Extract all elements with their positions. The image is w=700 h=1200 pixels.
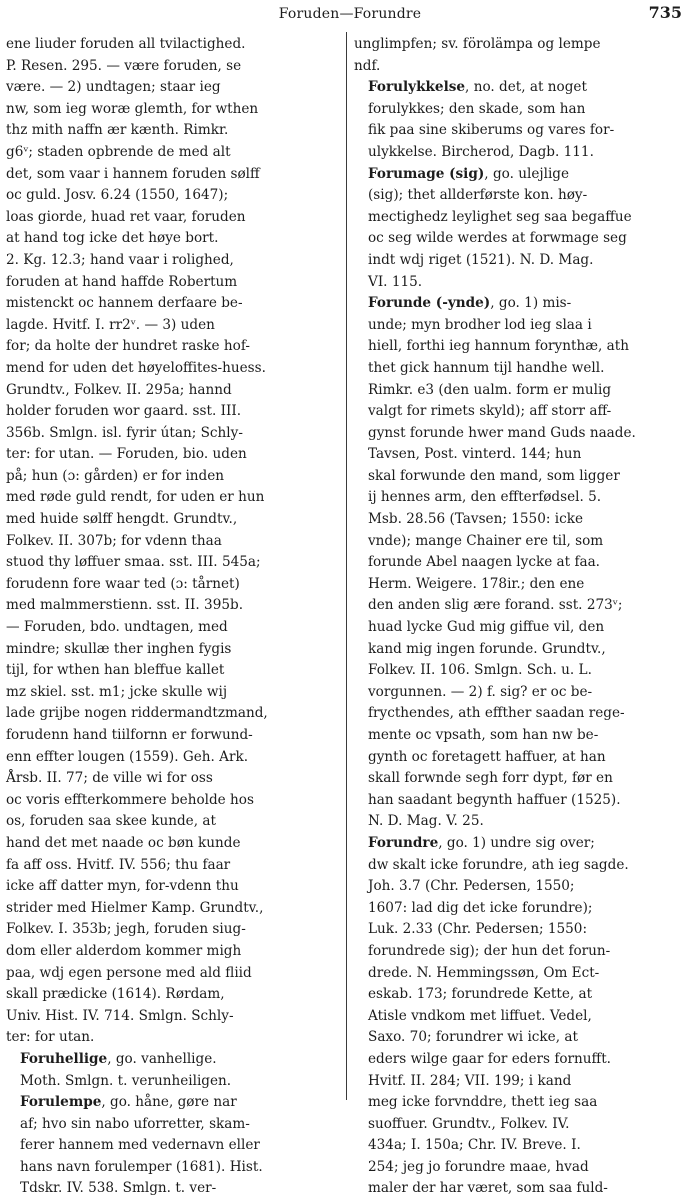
text-line: oc voris effterkommere beholde hos <box>6 791 254 808</box>
text-line: 1607: lad dig det icke forundre); <box>368 899 593 916</box>
text-line: dom eller alderdom kommer migh <box>6 942 242 959</box>
text-line: drede. N. Hemmingssøn, Om Ect- <box>368 964 600 981</box>
text-line: Folkev. II. 106. Smlgn. Sch. u. L. <box>368 662 592 679</box>
dictionary-entry <box>354 293 694 833</box>
text-line: Foruhellige, go. vanhellige. <box>20 1050 217 1067</box>
text-line: Folkev. I. 353b; jegh, foruden siug- <box>6 921 246 938</box>
text-line: (sig); thet allderførste kon. høy- <box>368 187 588 204</box>
text-line: fik paa sine skiberums og vares for- <box>368 122 615 139</box>
text-line: ulykkelse. Bircherod, Dagb. 111. <box>368 143 594 160</box>
text-line: Saxo. 70; forundrer wi icke, at <box>368 1029 578 1046</box>
headword: Forulykkelse <box>368 79 466 96</box>
text-line: på; hun (ɔ: gården) er for inden <box>6 467 225 484</box>
text-line: icke aff datter myn, for-vdenn thu <box>6 878 239 895</box>
text-line: Forulykkelse, no. det, at noget <box>368 79 587 96</box>
text-line: unde; myn brodher lod ieg slaa i <box>368 316 592 333</box>
text-line: 2. Kg. 12.3; hand vaar i rolighed, <box>6 251 234 268</box>
text-line: vnde); mange Chainer ere til, som <box>368 532 604 549</box>
text-line: Herm. Weigere. 178ir.; den ene <box>368 575 585 592</box>
dictionary-entry <box>6 1092 336 1200</box>
headword: Forunde (-ynde) <box>368 295 491 312</box>
text-line: med røde guld rendt, for uden er hun <box>6 489 265 506</box>
text-line: Grundtv., Folkev. II. 295a; hannd <box>6 381 232 398</box>
text-line: frycthendes, ath effther saadan rege- <box>368 705 625 722</box>
text-line: hiell, forthi ieg hannum forynthæ, ath <box>368 338 629 355</box>
text-line: indt wdj riget (1521). N. D. Mag. <box>368 251 594 268</box>
text-line: forudenn hand tiilfornn er forwund- <box>6 727 253 743</box>
text-line: valgt for rimets skyld); aff storr aff- <box>368 403 612 420</box>
text-line: at hand tog icke det høye bort. <box>6 230 219 247</box>
text-line: holder foruden wor gaard. sst. III. <box>6 403 242 420</box>
text-line: gynst forunde hwer mand Guds naade. <box>368 424 636 441</box>
text-line: enn effter lougen (1559). Geh. Ark. <box>6 748 249 765</box>
running-head: Foruden—Forundre <box>278 6 422 22</box>
text-line: kand mig ingen forunde. Grundtv., <box>368 640 606 657</box>
text-line: skal forwunde den mand, som ligger <box>368 467 620 484</box>
text-line: os, foruden saa skee kunde, at <box>6 813 216 830</box>
text-line: Forunde (-ynde), go. 1) mis- <box>368 295 572 312</box>
text-line: mectighedz leylighet seg saa begaffue <box>368 208 632 225</box>
text-line: fa aff oss. Hvitf. IV. 556; thu faar <box>6 856 231 873</box>
text-line: meg icke forvnddre, thett ieg saa <box>368 1094 598 1111</box>
text-line: mindre; skullæ ther inghen fygis <box>6 640 232 657</box>
text-line: hand det met naade oc bøn kunde <box>6 834 241 851</box>
text-line: han saadant begynth haffuer (1525). <box>368 791 621 808</box>
headword: Forundre <box>368 834 439 851</box>
dictionary-entry <box>354 77 694 163</box>
text-line: forundrede sig); der hun det forun- <box>368 942 611 959</box>
text-line: VI. 115. <box>368 273 423 290</box>
text-line: Univ. Hist. IV. 714. Smlgn. Schly- <box>6 1007 234 1024</box>
text-line: mend for uden det høyeloffites-huess. <box>6 359 266 376</box>
text-line: suoffuer. Grundtv., Folkev. IV. <box>368 1115 570 1132</box>
text-line: — Foruden, bdo. undtagen, med <box>6 619 228 636</box>
text-line: hans navn forulemper (1681). Hist. <box>20 1158 263 1175</box>
text-line: 356b. Smlgn. isl. fyrir útan; Schly- <box>6 424 243 441</box>
text-line: Joh. 3.7 (Chr. Pedersen, 1550; <box>368 878 575 895</box>
text-line: thz mith naffn ær kænth. Rimkr. <box>6 122 229 139</box>
entry-continuation <box>6 34 336 1049</box>
text-line: dw skalt icke forundre, ath ieg sagde. <box>368 856 629 873</box>
text-line: paa, wdj egen persone med ald fliid <box>6 964 252 981</box>
text-line: Tdskr. IV. 538. Smlgn. t. ver- <box>20 1180 217 1197</box>
text-line: Hvitf. II. 284; VII. 199; i kand <box>368 1072 572 1089</box>
text-line: oc guld. Josv. 6.24 (1550, 1647); <box>6 187 229 204</box>
dictionary-entry <box>6 1049 336 1092</box>
text-line: mistenckt oc hannem derfaare be- <box>6 295 243 312</box>
text-line: lade grijbe nogen riddermandtzmand, <box>6 705 268 722</box>
headword: Foruhellige <box>20 1050 108 1067</box>
text-line: mz skiel. sst. m1; jcke skulle wij <box>6 683 228 700</box>
text-line: N. D. Mag. V. 25. <box>368 813 484 830</box>
entry-continuation <box>354 34 694 77</box>
right-column <box>354 34 694 1197</box>
text-line: skall prædicke (1614). Rørdam, <box>6 986 225 1003</box>
text-line: ter: for utan. <box>6 1029 95 1046</box>
text-line: ij hennes arm, den effterfødsel. 5. <box>368 489 602 506</box>
text-line: ter: for utan. — Foruden, bio. uden <box>6 446 247 463</box>
dictionary-entry <box>354 833 694 1200</box>
text-line: foruden at hand haffde Robertum <box>6 273 238 290</box>
text-line: gynth oc foretagett haffuer, at han <box>368 748 606 765</box>
text-line: den anden slig ære forand. sst. 273ᵛ; <box>368 597 623 614</box>
text-line: ene liuder foruden all tvilactighed. <box>6 36 246 52</box>
text-line: forunde Abel naagen lycke at faa. <box>368 554 601 571</box>
text-line: oc seg wilde werdes at forwmage seg <box>368 230 627 247</box>
text-line: for; da holte der hundret raske hof- <box>6 338 250 355</box>
text-line: strider med Hielmer Kamp. Grundtv., <box>6 899 264 916</box>
text-line: Tavsen, Post. vinterd. 144; hun <box>368 446 582 463</box>
left-column <box>6 34 336 1197</box>
text-line: det, som vaar i hannem foruden sølff <box>6 165 260 182</box>
text-line: med huide sølff hengdt. Grundtv., <box>6 511 238 528</box>
text-line: 434a; I. 150a; Chr. IV. Breve. I. <box>368 1137 581 1154</box>
text-line: P. Resen. 295. — være foruden, se <box>6 57 242 74</box>
dictionary-entry <box>354 164 694 294</box>
text-line: lagde. Hvitf. I. rr2ᵛ. — 3) uden <box>6 316 215 333</box>
text-line: Moth. Smlgn. t. verunheiligen. <box>20 1072 232 1089</box>
text-line: maler der har været, som saa fuld- <box>368 1180 608 1197</box>
text-line: ferer hannem med vedernavn eller <box>20 1137 260 1154</box>
text-line: tijl, for wthen han bleffue kallet <box>6 662 225 679</box>
text-line: loas giorde, huad ret vaar, foruden <box>6 208 246 225</box>
text-line: Årsb. II. 77; de ville wi for oss <box>6 770 213 787</box>
text-line: eders wilge gaar for eders fornufft. <box>368 1050 612 1067</box>
headword: Forumage (sig) <box>368 165 485 182</box>
column-divider <box>346 32 347 1100</box>
page-number: 735 <box>648 3 682 22</box>
text-line: Atisle vndkom met liffuet. Vedel, <box>368 1007 592 1024</box>
text-line: Folkev. II. 307b; for vdenn thaa <box>6 532 222 549</box>
text-line: g6ᵛ; staden opbrende de med alt <box>6 143 231 160</box>
text-line: forulykkes; den skade, som han <box>368 100 586 117</box>
text-line: 254; jeg jo forundre maae, hvad <box>368 1158 589 1175</box>
text-line: nw, som ieg woræ glemth, for wthen <box>6 100 259 117</box>
text-line: skall forwnde segh forr dypt, før en <box>368 770 613 787</box>
text-line: huad lycke Gud mig giffue vil, den <box>368 619 605 636</box>
text-line: unglimpfen; sv. förolämpa og lempe <box>354 36 601 52</box>
text-line: thet gick hannum tijl handhe well. <box>368 359 605 376</box>
text-line: med malmmerstienn. sst. II. 395b. <box>6 597 244 614</box>
text-line: Forundre, go. 1) undre sig over; <box>368 834 595 851</box>
text-line: Luk. 2.33 (Chr. Pedersen; 1550: <box>368 921 588 938</box>
text-line: Msb. 28.56 (Tavsen; 1550: icke <box>368 511 583 528</box>
text-line: stuod thy løffuer smaa. sst. III. 545a; <box>6 554 261 571</box>
text-line: mente oc vpsath, som han nw be- <box>368 727 599 743</box>
text-line: Forumage (sig), go. ulejlige <box>368 165 570 182</box>
text-line: forudenn fore waar ted (ɔ: tårnet) <box>6 575 240 592</box>
text-line: af; hvo sin nabo uforretter, skam- <box>20 1115 250 1132</box>
text-line: være. — 2) undtagen; staar ieg <box>6 79 221 96</box>
text-line: vorgunnen. — 2) f. sig? er oc be- <box>368 683 593 700</box>
text-line: Forulempe, go. håne, gøre nar <box>20 1094 237 1111</box>
text-line: Rimkr. e3 (den ualm. form er mulig <box>368 381 612 398</box>
text-line: eskab. 173; forundrede Kette, at <box>368 986 593 1003</box>
headword: Forulempe <box>20 1094 102 1111</box>
page-header <box>0 2 700 30</box>
text-line: ndf. <box>354 57 381 74</box>
